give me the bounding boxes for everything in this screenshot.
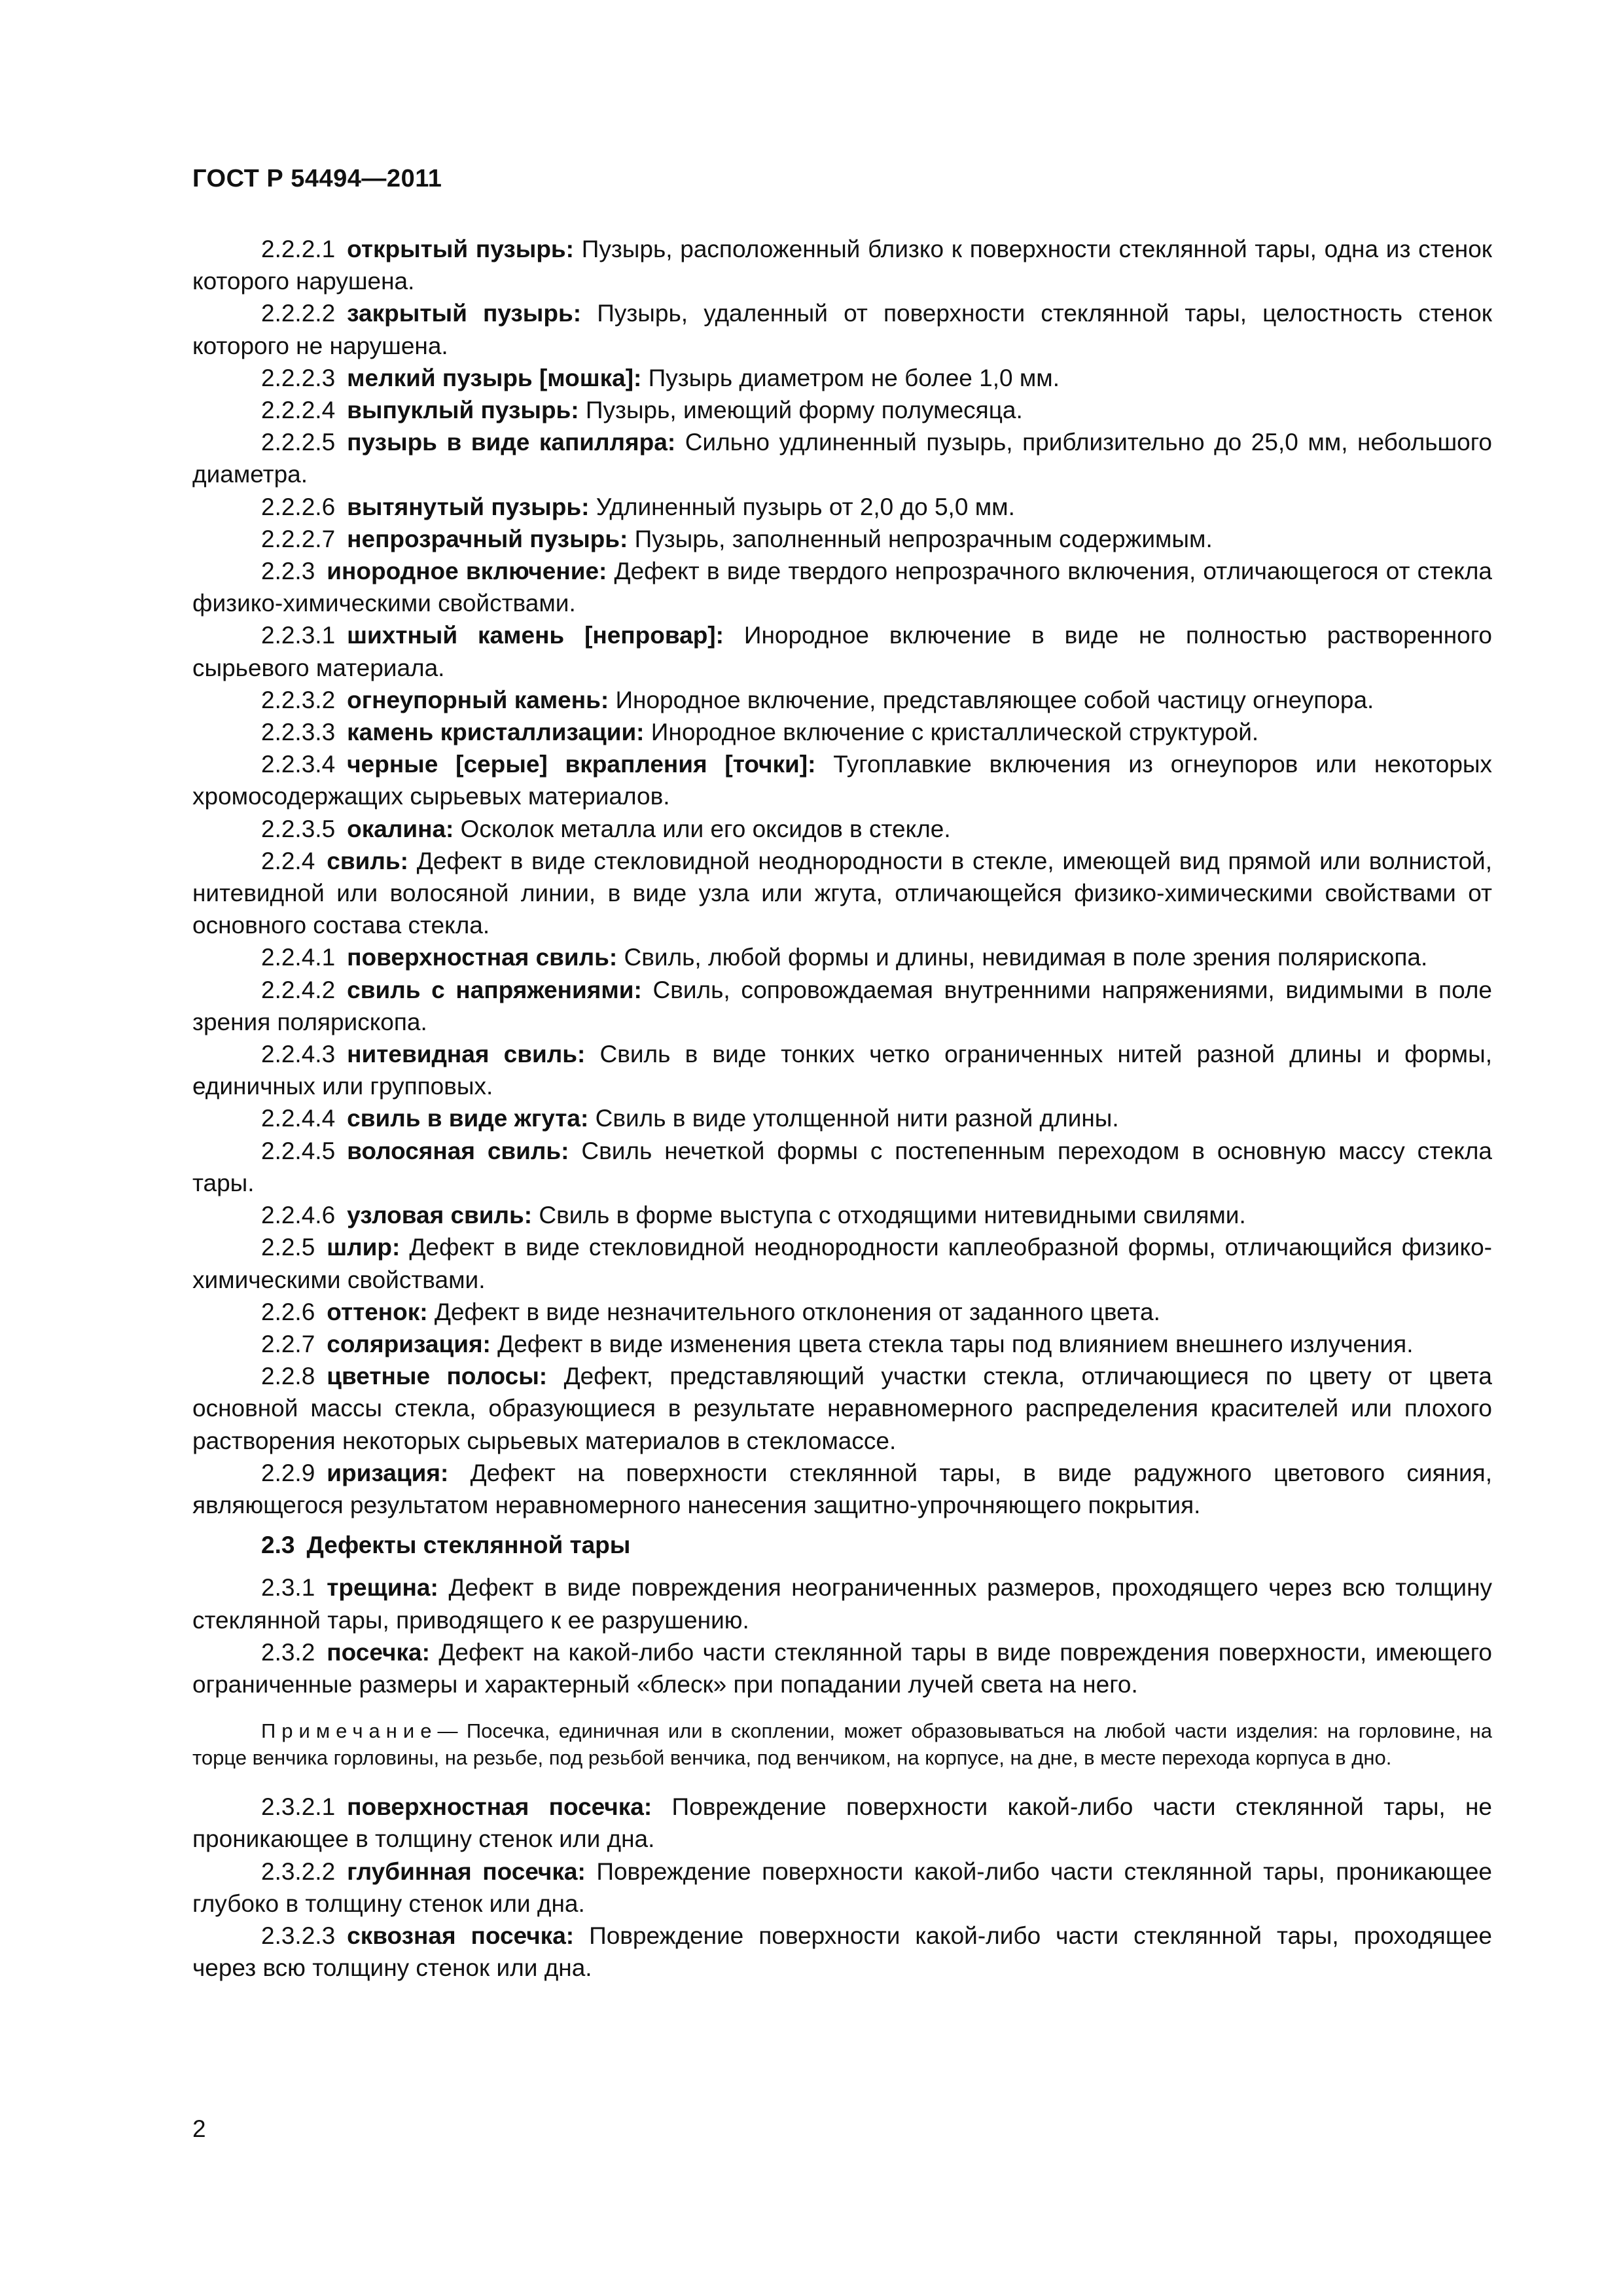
page-number: 2 (192, 2115, 206, 2142)
term-name: соляризация: (327, 1330, 491, 1357)
definition-paragraph (192, 1135, 1492, 1199)
term-name: окалина: (347, 815, 454, 842)
definition-paragraph (192, 1791, 1492, 1855)
term-definition: Дефект в виде повреждения неограниченных размеров, проходящего через всю толщину стеклянной тары, приводящего к ее разрушению. (192, 1574, 1493, 1634)
term-definition: Инородное включение, представляющее собой частицу огнеупора. (615, 686, 1374, 713)
term-name: волосяная свиль: (347, 1137, 569, 1164)
term-definition: Тугоплавкие включения из огнеупоров или некоторых хромосодержащих сырьевых материалов. (192, 751, 1493, 810)
clause-number: 2.2.4.3 (261, 1041, 336, 1068)
term-name: нитевидная свиль: (347, 1041, 586, 1068)
definition-paragraph (192, 748, 1492, 812)
document-body (192, 233, 1492, 1984)
definition-paragraph (192, 1199, 1492, 1231)
clause-number: 2.2.2.4 (261, 397, 336, 424)
term-definition: Свиль в виде утолщенной нити разной длины. (595, 1105, 1119, 1132)
section-title: Дефекты стеклянной тары (306, 1532, 631, 1559)
clause-number: 2.2.3.4 (261, 751, 336, 778)
clause-number: 2.2.4.2 (261, 976, 336, 1003)
definition-paragraph (192, 1636, 1492, 1700)
term-name: пузырь в виде капилляра: (347, 429, 676, 456)
document-header: ГОСТ Р 54494—2011 (192, 165, 442, 192)
term-name: узловая свиль: (347, 1202, 533, 1229)
term-name: свиль: (327, 847, 408, 874)
note-paragraph (192, 1717, 1492, 1771)
term-definition: Дефект в виде твердого непрозрачного включения, отличающегося от стекла физико-химическими свойствами. (192, 558, 1492, 617)
definition-paragraph (192, 523, 1492, 555)
definition-paragraph (192, 1038, 1492, 1102)
term-definition: Дефект в виде стекловидной неоднородности каплеобразной формы, отличающийся физико-химическими свойствами. (192, 1234, 1492, 1293)
term-name: вытянутый пузырь: (347, 493, 590, 520)
definition-paragraph (192, 297, 1492, 361)
term-definition: Повреждение поверхности какой-либо части стеклянной тары, не проникающее в толщину стенок или дна. (192, 1793, 1493, 1853)
term-name: огнеупорный камень: (347, 686, 609, 713)
clause-number: 2.2.3.5 (261, 815, 336, 842)
clause-number: 2.3.2.1 (261, 1793, 336, 1821)
term-definition: Повреждение поверхности какой-либо части стеклянной тары, проникающее глубоко в толщину стенок или дна. (192, 1857, 1493, 1917)
clause-number: 2.3.2 (261, 1638, 315, 1666)
term-name: глубинная посечка: (347, 1857, 586, 1885)
term-name: шлир: (327, 1234, 401, 1261)
term-definition: Осколок металла или его оксидов в стекле. (460, 815, 951, 842)
term-name: оттенок: (327, 1298, 428, 1325)
definition-paragraph (192, 1856, 1492, 1920)
clause-number: 2.2.3 (261, 558, 315, 585)
term-name: поверхностная посечка: (347, 1793, 652, 1821)
term-name: закрытый пузырь: (347, 300, 582, 327)
term-name: трещина: (327, 1574, 438, 1602)
term-name: цветные полосы: (327, 1363, 548, 1390)
definition-paragraph (192, 426, 1492, 490)
definition-paragraph (192, 362, 1492, 394)
definition-paragraph (192, 1360, 1492, 1457)
term-definition: Пузырь, заполненный непрозрачным содержимым. (634, 525, 1213, 552)
clause-number: 2.2.3.3 (261, 719, 336, 746)
clause-number: 2.2.3.1 (261, 622, 336, 649)
definition-paragraph (192, 233, 1492, 297)
definition-paragraph (192, 1457, 1492, 1521)
term-name: открытый пузырь: (347, 236, 574, 262)
term-name: шихтный камень [непровар]: (347, 622, 724, 649)
term-name: свиль в виде жгута: (347, 1105, 589, 1132)
term-definition: Дефект в виде стекловидной неоднородности в стекле, имеющей вид прямой или волнистой, нитевидной или волосяной линии, в виде узла или жгута, отличающейся физико-химическими свойствами от основного состава стекла. (192, 847, 1493, 939)
term-definition: Свиль, сопровождаемая внутренними напряжениями, видимыми в поле зрения полярископа. (192, 976, 1492, 1035)
term-definition: Свиль в виде тонких четко ограниченных нитей разной длины и формы, единичных или групповых. (192, 1041, 1492, 1100)
clause-number: 2.2.2.2 (261, 300, 336, 327)
clause-number: 2.2.2.7 (261, 525, 336, 552)
term-definition: Удлиненный пузырь от 2,0 до 5,0 мм. (596, 493, 1015, 520)
term-name: выпуклый пузырь: (347, 397, 579, 424)
clause-number: 2.2.7 (261, 1330, 315, 1357)
term-name: сквозная посечка: (347, 1922, 575, 1949)
term-name: черные [серые] вкрапления [точки]: (347, 751, 816, 778)
clause-number: 2.2.4.4 (261, 1105, 336, 1132)
definition-paragraph (192, 716, 1492, 748)
clause-number: 2.2.2.6 (261, 493, 336, 520)
term-definition: Инородное включение с кристаллической структурой. (651, 719, 1259, 746)
clause-number: 2.2.4.6 (261, 1202, 336, 1229)
term-definition: Свиль в форме выступа с отходящими нитевидными свилями. (539, 1202, 1246, 1229)
term-definition: Дефект на поверхности стеклянной тары, в виде радужного цветового сияния, являющегося результатом неравномерного нанесения защитно-упрочняющего покрытия. (192, 1459, 1492, 1518)
section-heading (192, 1529, 1492, 1561)
term-definition: Дефект в виде незначительного отклонения от заданного цвета. (434, 1298, 1160, 1325)
term-definition: Пузырь, расположенный близко к поверхности стеклянной тары, одна из стенок которого нарушена. (192, 236, 1492, 295)
definition-paragraph (192, 491, 1492, 523)
term-name: непрозрачный пузырь: (347, 525, 628, 552)
definition-paragraph (192, 813, 1492, 845)
clause-number: 2.2.2.5 (261, 429, 336, 456)
clause-number: 2.2.6 (261, 1298, 315, 1325)
term-name: посечка: (327, 1638, 430, 1666)
clause-number: 2.2.8 (261, 1363, 315, 1390)
clause-number: 2.2.4.5 (261, 1137, 336, 1164)
clause-number: 2.3.2.3 (261, 1922, 336, 1949)
term-name: камень кристаллизации: (347, 719, 645, 746)
term-definition: Свиль нечеткой формы с постепенным переходом в основную массу стекла тары. (192, 1137, 1492, 1196)
clause-number: 2.2.4 (261, 847, 315, 874)
clause-number: 2.3.2.2 (261, 1857, 336, 1885)
term-definition: Свиль, любой формы и длины, невидимая в поле зрения полярископа. (624, 944, 1428, 971)
term-name: свиль с напряжениями: (347, 976, 642, 1003)
definition-paragraph (192, 619, 1492, 683)
term-definition: Пузырь, имеющий форму полумесяца. (585, 397, 1023, 424)
clause-number: 2.2.2.1 (261, 236, 336, 262)
definition-paragraph (192, 1231, 1492, 1295)
definition-paragraph (192, 1296, 1492, 1328)
definition-paragraph (192, 1920, 1492, 1984)
definition-paragraph (192, 1571, 1492, 1636)
note-text: — Посечка, единичная или в скоплении, может образовываться на любой части изделия: на горловине, на торце венчика горловины, на резьбе, под резьбой венчика, под венчиком, на корпусе, на дне, в месте перехода корпуса в дно. (192, 1719, 1492, 1770)
definition-paragraph (192, 1328, 1492, 1360)
term-definition: Сильно удлиненный пузырь, приблизительно до 25,0 мм, небольшого диаметра. (192, 429, 1492, 488)
clause-number: 2.2.5 (261, 1234, 315, 1261)
definition-paragraph (192, 941, 1492, 973)
clause-number: 2.2.9 (261, 1459, 315, 1486)
term-name: инородное включение: (327, 558, 607, 585)
clause-number: 2.2.3.2 (261, 686, 336, 713)
section-number: 2.3 (261, 1532, 295, 1559)
clause-number: 2.2.2.3 (261, 364, 336, 391)
term-definition: Повреждение поверхности какой-либо части стеклянной тары, проходящее через всю толщину стенок или дна. (192, 1922, 1493, 1982)
term-definition: Дефект, представляющий участки стекла, отличающиеся по цвету от цвета основной массы стекла, образующиеся в результате неравномерного распределения красителей или плохого растворения некоторых сырьевых материалов в стекломассе. (192, 1363, 1493, 1454)
note-label: Примечание (261, 1719, 438, 1743)
term-definition: Пузырь диаметром не более 1,0 мм. (648, 364, 1060, 391)
term-name: поверхностная свиль: (347, 944, 618, 971)
definition-paragraph (192, 1102, 1492, 1134)
term-name: мелкий пузырь [мошка]: (347, 364, 642, 391)
definition-paragraph (192, 555, 1492, 619)
clause-number: 2.2.4.1 (261, 944, 336, 971)
clause-number: 2.3.1 (261, 1574, 315, 1602)
term-name: иризация: (327, 1459, 449, 1486)
term-definition: Пузырь, удаленный от поверхности стеклянной тары, целостность стенок которого не нарушена. (192, 300, 1492, 359)
definition-paragraph (192, 845, 1492, 942)
term-definition: Дефект в виде изменения цвета стекла тары под влиянием внешнего излучения. (497, 1330, 1414, 1357)
definition-paragraph (192, 394, 1492, 426)
term-definition: Дефект на какой-либо части стеклянной тары в виде повреждения поверхности, имеющего ограниченные размеры и характерный «блеск» при попадании лучей света на него. (192, 1638, 1492, 1698)
definition-paragraph (192, 684, 1492, 716)
definition-paragraph (192, 974, 1492, 1038)
term-definition: Инородное включение в виде не полностью растворенного сырьевого материала. (192, 622, 1493, 681)
